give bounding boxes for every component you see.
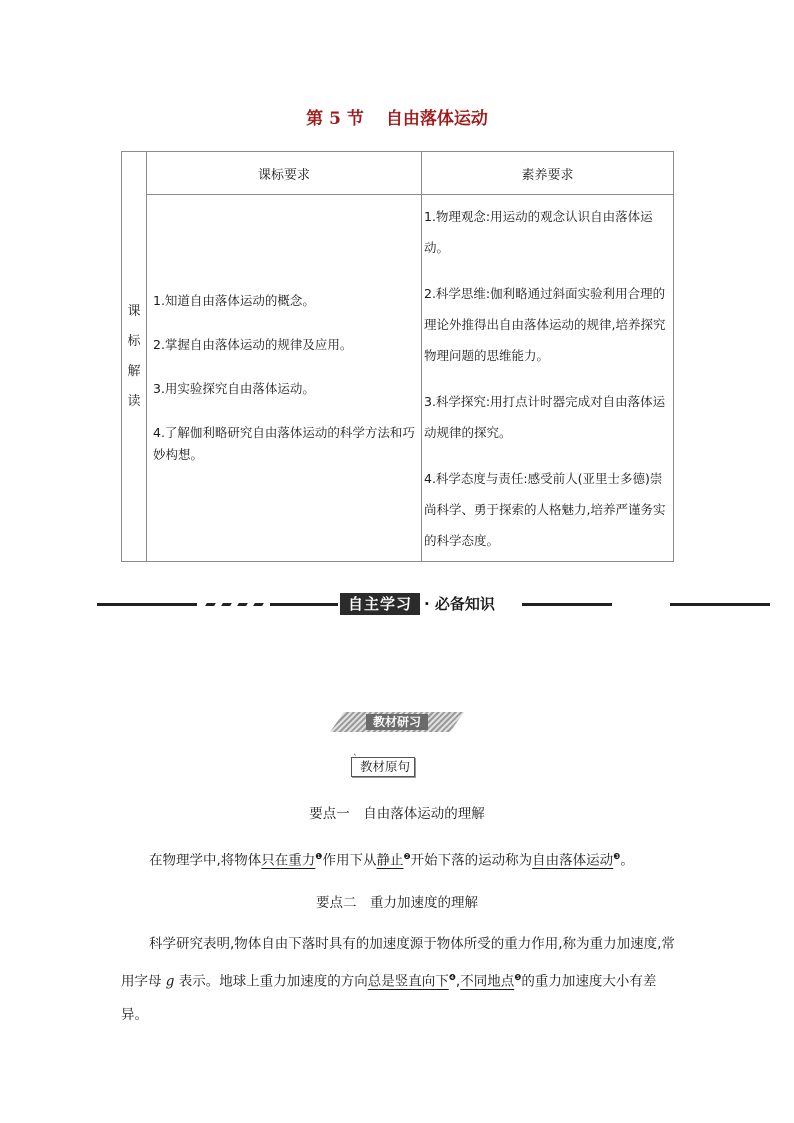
text-run: 在物理学中,将物体	[149, 852, 262, 869]
banner-rule	[97, 603, 197, 606]
underlined-term: 自由落体运动	[532, 852, 614, 869]
side-char: 解	[127, 363, 141, 379]
original-text-tag	[351, 754, 415, 777]
text-run: 。	[620, 852, 634, 869]
section-title	[0, 104, 794, 129]
side-char: 读	[127, 393, 141, 409]
underlined-term: 总是竖直向下	[367, 973, 449, 990]
literacy-item: 1.物理观念:用运动的观念认识自由落体运动。	[424, 208, 653, 255]
literacy-item: 4.科学态度与责任:感受前人(亚里士多德)崇尚科学、勇于探索的人格魅力,培养严谨务实的科学态度。	[424, 470, 666, 548]
note-marker: ❹	[448, 973, 456, 982]
point1-paragraph	[121, 840, 676, 878]
banner-dash	[237, 603, 248, 606]
side-label-cell	[122, 152, 147, 562]
banner-rule	[270, 603, 338, 606]
curriculum-table	[121, 151, 674, 562]
side-char: 课	[127, 303, 141, 319]
section-banner	[0, 591, 794, 619]
banner-label: 自主学习	[340, 593, 420, 615]
literacy-cell	[422, 195, 674, 562]
note-marker: ❶	[315, 852, 323, 861]
banner-dash	[253, 603, 264, 606]
tag-label: 教材研习	[366, 714, 428, 730]
literacy-item: 3.科学探究:用打点计时器完成对自由落体运动规律的探究。	[424, 393, 666, 440]
point2-paragraph	[121, 928, 676, 1032]
section-number: 第 5 节	[306, 109, 364, 129]
text-run: 的重力加速度大小有差异。	[121, 973, 657, 1023]
note-marker: ❷	[403, 852, 411, 861]
section-name: 自由落体运动	[385, 109, 488, 129]
original-text-label: 教材原句	[360, 759, 411, 774]
point1-heading: 要点一 自由落体运动的理解	[309, 806, 485, 822]
underlined-term: 只在重力	[261, 852, 316, 869]
curriculum-cell	[147, 195, 422, 562]
banner-rule	[670, 603, 770, 606]
curriculum-item: 4.了解伽利略研究自由落体运动的科学方法和巧妙构想。	[153, 425, 415, 462]
note-marker: ❺	[514, 973, 522, 982]
banner-rule	[522, 603, 612, 606]
banner-dash	[205, 603, 216, 606]
text-run: 表示。地球上重力加速度的方向	[174, 973, 368, 990]
literacy-item: 2.科学思维:伽利略通过斜面实验利用合理的理论外推得出自由落体运动的规律,培养探究物理问题的思维能力。	[424, 285, 666, 363]
banner-suffix: · 必备知识	[424, 595, 495, 613]
underlined-term: 不同地点	[460, 973, 515, 990]
underlined-term: 静止	[376, 852, 404, 869]
gravity-symbol: g	[165, 973, 175, 990]
curriculum-item: 2.掌握自由落体运动的规律及应用。	[153, 337, 353, 352]
note-marker: ❸	[613, 852, 621, 861]
text-run: 科学研究表明,物体自由下落时具有的加速度源于物体所受的重力作用,称为重力加速度,常用字母	[121, 936, 675, 990]
text-run: ,	[455, 973, 461, 990]
curriculum-header: 课标要求	[147, 152, 422, 195]
text-run: 开始下落的运动称为	[410, 852, 533, 869]
curriculum-item: 1.知道自由落体运动的概念。	[153, 293, 315, 308]
corner-mark-icon: ˋ	[353, 754, 358, 764]
text-run: 作用下从	[322, 852, 377, 869]
banner-dash	[221, 603, 232, 606]
point2-heading: 要点二 重力加速度的理解	[316, 895, 478, 911]
textbook-study-tag	[330, 712, 464, 732]
side-char: 标	[127, 333, 141, 349]
curriculum-item: 3.用实验探究自由落体运动。	[153, 381, 315, 396]
literacy-header: 素养要求	[422, 152, 674, 195]
